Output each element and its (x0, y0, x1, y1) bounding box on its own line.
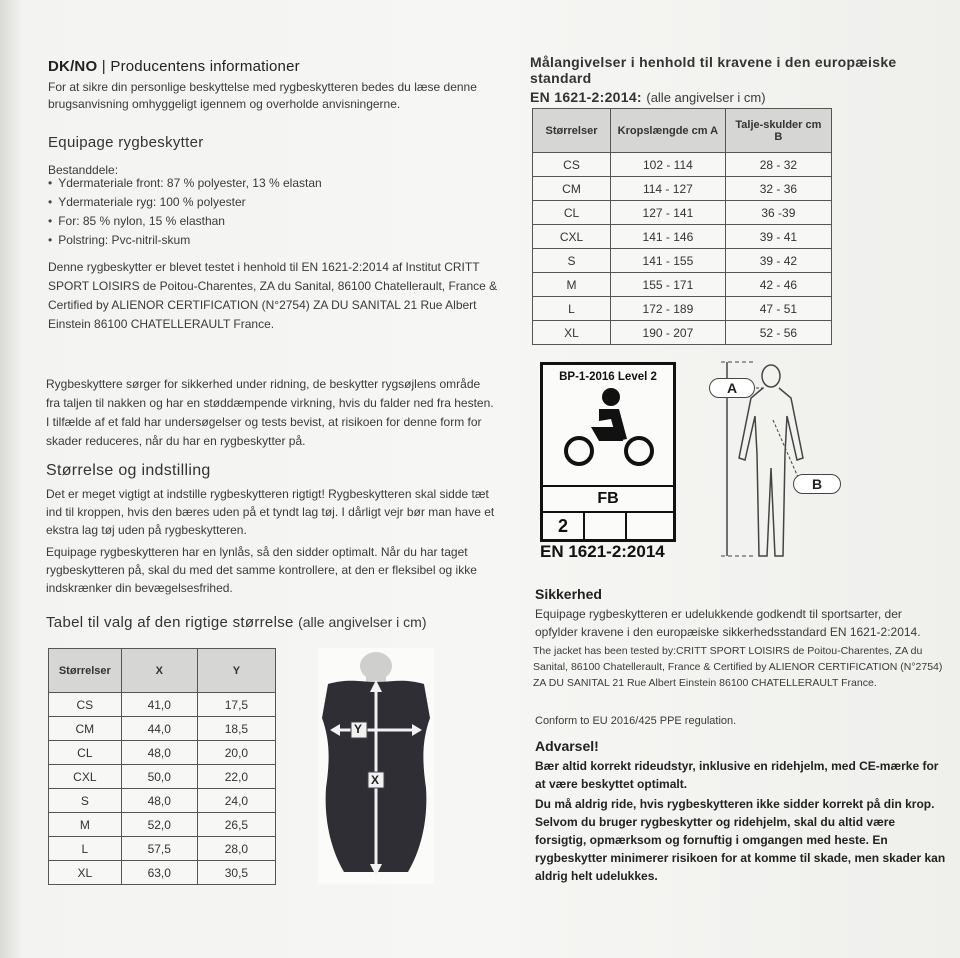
body-measure-figure (705, 358, 845, 563)
manufacturer-heading (48, 58, 488, 76)
table-row (533, 273, 832, 297)
standard-title-line1: Målangivelser i henhold til kravene i den europæiske standard (530, 54, 897, 86)
cell-x: 52,0 (121, 813, 197, 837)
table-row (49, 861, 276, 885)
badge-number: 2 (543, 513, 585, 539)
vest-label-x: X (371, 773, 380, 787)
cell-size: CM (533, 177, 611, 201)
cell-size: XL (533, 321, 611, 345)
heading-title: Producentens informationer (110, 58, 300, 75)
cell-size: M (49, 813, 122, 837)
cell-x: 48,0 (121, 741, 197, 765)
cell-x: 57,5 (121, 837, 197, 861)
cell-size: XL (49, 861, 122, 885)
table-row (533, 297, 832, 321)
material-item: • Polstring: Pvc-nitril-skum (48, 231, 488, 250)
certification-badge (540, 362, 676, 542)
col-header-size: Størrelser (49, 649, 122, 693)
warning-title: Advarsel! (535, 738, 599, 754)
tested-text: Denne rygbeskytter er blevet testet i henhold til EN 1621-2:2014 af Institut CRITT SPORT LOISIRS de Poitou-Charentes, ZA du Sanital, 86100 Chatellerault, France & Certified by ALIENOR CERTIFICATION (N°2754) ZA DU SANITAL 21 Rue Albert Einstein 86100 CHATELLERAULT France. (48, 260, 498, 331)
cell-b: 32 - 36 (725, 177, 831, 201)
cell-size: CL (49, 741, 122, 765)
cell-size: S (49, 789, 122, 813)
cell-y: 20,0 (197, 741, 275, 765)
cell-a: 114 - 127 (610, 177, 725, 201)
cell-size: M (533, 273, 611, 297)
cell-a: 141 - 146 (610, 225, 725, 249)
safety-text: Rygbeskyttere sørger for sikkerhed under ridning, de beskytter rygsøjlens område fra taljen til nakken og har en støddæmpende virkning, hvis du falder ned fra hesten. I tilfælde af et fald har undersøgelser og tests bevist, at risikoen for denne form for skader reduceres, når du har en rygbeskytter på. (46, 377, 494, 448)
cell-size: CL (533, 201, 611, 225)
badge-level: BP-1-2016 Level 2 (559, 371, 657, 383)
cell-y: 18,5 (197, 717, 275, 741)
size-table-heading (46, 614, 496, 632)
size-title: Størrelse og indstilling (46, 462, 211, 479)
col-header-y: Y (197, 649, 275, 693)
cell-y: 26,5 (197, 813, 275, 837)
table-row (533, 177, 832, 201)
safety-paragraph: Equipage rygbeskytteren er udelukkende godkendt til sportsarter, der opfylder kravene i den europæiske sikkerhedsstandard EN 1621-2:2014. (535, 607, 921, 639)
badge-standard: EN 1621-2:2014 (540, 542, 665, 561)
materials-list (48, 174, 488, 250)
cell-y: 30,5 (197, 861, 275, 885)
cell-a: 127 - 141 (610, 201, 725, 225)
size-table-title: Tabel til valg af den rigtige størrelse (46, 614, 294, 631)
size-table-units: (alle angivelser i cm) (298, 614, 427, 630)
standard-heading (530, 54, 950, 107)
cell-size: L (49, 837, 122, 861)
col-header-a: Kropslængde cm A (610, 109, 725, 153)
label-b: B (793, 474, 841, 494)
size-table-xy (48, 648, 276, 885)
cell-y: 22,0 (197, 765, 275, 789)
cell-a: 102 - 114 (610, 153, 725, 177)
material-item: • Ydermateriale ryg: 100 % polyester (48, 193, 488, 212)
safety-title: Sikkerhed (535, 586, 602, 602)
intro-text: For at sikre din personlige beskyttelse med rygbeskytteren bedes du læse denne brugsanvisning omhyggeligt igennem og overholde anvisningerne. (48, 80, 477, 111)
cell-a: 155 - 171 (610, 273, 725, 297)
cell-size: CM (49, 717, 122, 741)
tested-paragraph: The jacket has been tested by:CRITT SPORT LOISIRS de Poitou-Charentes, ZA du Sanital, 86100 Chatellerault, France & Certified by ALIENOR CERTIFICATION (N°2754) ZA DU SANITAL 21 Rue Albert Einstein 86100 CHATELLERAULT France. (533, 645, 943, 689)
col-header-size: Størrelser (533, 109, 611, 153)
size-table-ab (532, 108, 832, 345)
cell-b: 39 - 42 (725, 249, 831, 273)
table-row (49, 837, 276, 861)
col-header-x: X (121, 649, 197, 693)
cell-b: 28 - 32 (725, 153, 831, 177)
table-row (533, 225, 832, 249)
table-row (49, 717, 276, 741)
product-title: Equipage rygbeskytter (48, 134, 204, 151)
cell-b: 52 - 56 (725, 321, 831, 345)
material-item: • For: 85 % nylon, 15 % elasthan (48, 212, 488, 231)
vest-illustration (318, 648, 434, 884)
badge-empty-cell (627, 513, 673, 539)
cell-a: 141 - 155 (610, 249, 725, 273)
table-row (49, 693, 276, 717)
badge-empty-cell (585, 513, 627, 539)
size-text-1: Det er meget vigtigt at indstille rygbeskytteren rigtigt! Rygbeskytteren skal sidde tæt ind til kroppen, hvis den bæres uden på et tyndt lag tøj. I dårligt vejr bør man have et ekstra lag tøj uden på rygbeskytteren. (46, 487, 495, 537)
standard-title-units: (alle angivelser i cm) (646, 90, 766, 105)
cell-y: 28,0 (197, 837, 275, 861)
badge-bottom-row (543, 511, 673, 539)
material-item: • Ydermateriale front: 87 % polyester, 13 % elastan (48, 174, 488, 193)
vest-icon (318, 648, 434, 884)
materials-label: Bestanddele: (48, 163, 119, 177)
conform-text: Conform to EU 2016/425 PPE regulation. (535, 715, 737, 727)
table-row (533, 201, 832, 225)
table-row (49, 813, 276, 837)
cell-size: CS (533, 153, 611, 177)
cell-a: 190 - 207 (610, 321, 725, 345)
badge-fb: FB (543, 485, 673, 511)
table-row (49, 741, 276, 765)
table-row (49, 789, 276, 813)
cell-size: CXL (533, 225, 611, 249)
label-a: A (709, 378, 755, 398)
cell-y: 17,5 (197, 693, 275, 717)
cell-size: CS (49, 693, 122, 717)
warning-1: Bær altid korrekt rideudstyr, inklusive en ridehjelm, med CE-mærke for at være beskyttet optimalt. (535, 759, 939, 791)
cell-size: CXL (49, 765, 122, 789)
cell-b: 42 - 46 (725, 273, 831, 297)
table-row (533, 249, 832, 273)
table-row (533, 153, 832, 177)
cell-x: 50,0 (121, 765, 197, 789)
col-header-b: Talje-skulder cm B (725, 109, 831, 153)
table-row (533, 321, 832, 345)
standard-title-line2: EN 1621-2:2014: (530, 89, 642, 105)
cell-size: L (533, 297, 611, 321)
cell-x: 63,0 (121, 861, 197, 885)
cell-x: 48,0 (121, 789, 197, 813)
cell-x: 44,0 (121, 717, 197, 741)
cell-b: 36 -39 (725, 201, 831, 225)
cell-a: 172 - 189 (610, 297, 725, 321)
warning-2: Du må aldrig ride, hvis rygbeskytteren ikke sidder korrekt på din krop. (535, 797, 935, 811)
vest-label-y: Y (354, 722, 363, 736)
cell-size: S (533, 249, 611, 273)
language-code: DK/NO (48, 58, 98, 75)
cell-x: 41,0 (121, 693, 197, 717)
table-row (49, 765, 276, 789)
cell-b: 39 - 41 (725, 225, 831, 249)
size-text-2: Equipage rygbeskytteren har en lynlås, så den sidder optimalt. Når du har taget rygbeskytteren på, skal du med det samme kontrollere, at den er fleksibel og ikke indskrænker din bevægelsesfrihed. (46, 545, 477, 595)
cell-b: 47 - 51 (725, 297, 831, 321)
motorcycle-rider-icon (543, 383, 673, 471)
cell-y: 24,0 (197, 789, 275, 813)
heading-separator: | (101, 58, 106, 75)
warning-3: Selvom du bruger rygbeskytter og ridehjelm, skal du altid være forsigtig, opmærksom og fornuftig i omgangen med heste. En rygbeskytter minimerer risikoen for at komme til skade, men skader kan aldrig helt udelukkes. (535, 815, 946, 883)
